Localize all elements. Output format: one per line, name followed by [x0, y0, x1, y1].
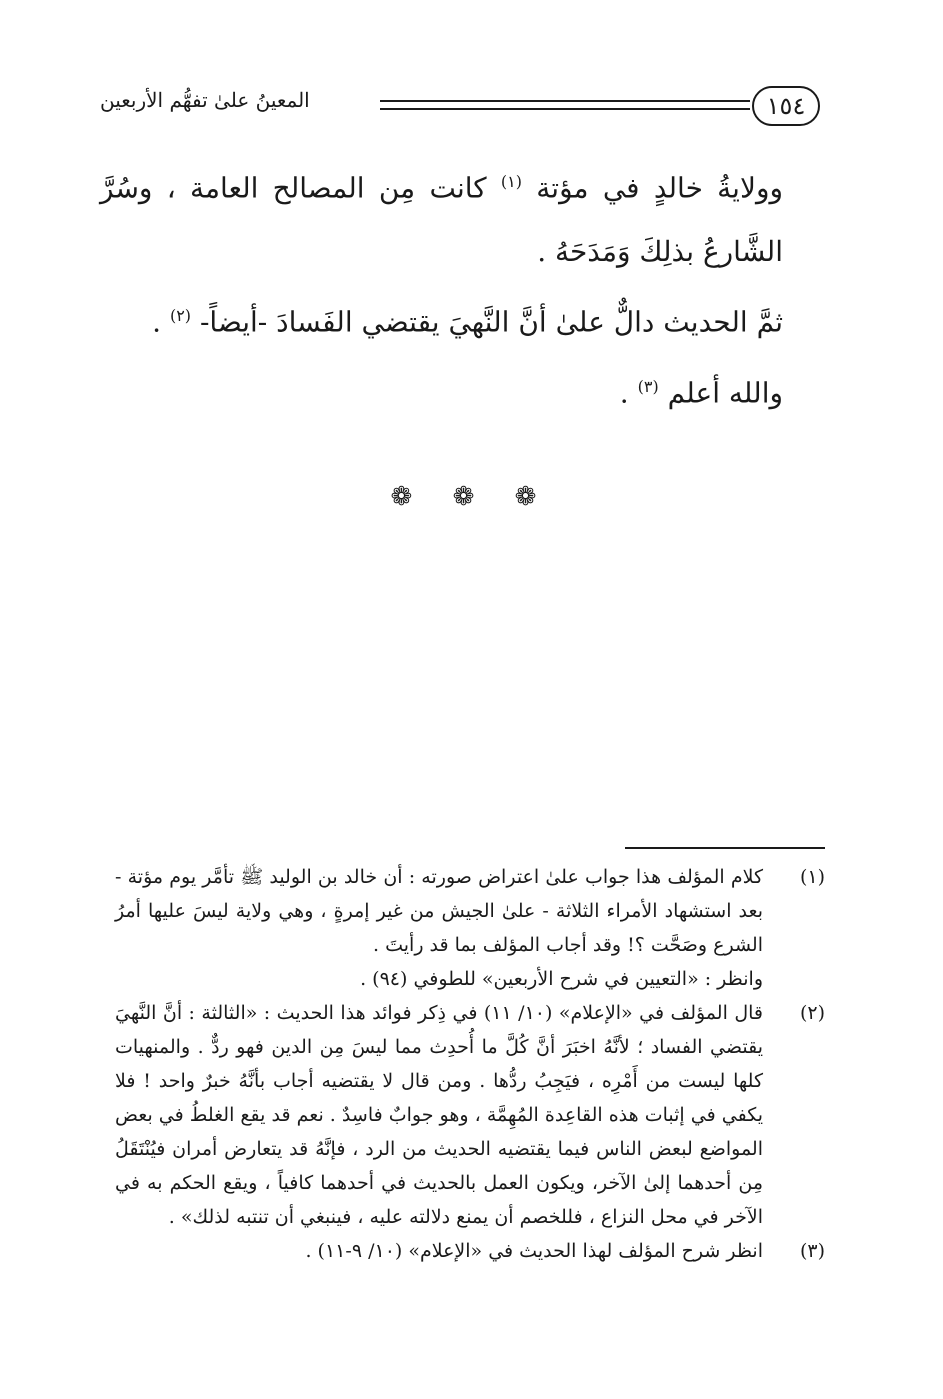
footnote-1	[115, 860, 825, 996]
paragraph-1	[100, 150, 783, 284]
main-text	[100, 150, 783, 425]
paragraph-1-start: وولايةُ خالدٍ في مؤتة	[536, 171, 783, 205]
paragraph-2	[100, 284, 783, 354]
footnote-3	[115, 1234, 825, 1268]
paragraph-2-start: ثمَّ الحديث دالٌّ علىٰ أنَّ النَّهيَ يقتضي الفَسادَ -أيضاً-	[199, 305, 783, 339]
header-rule	[380, 100, 750, 110]
section-separator: ❁ ❁ ❁	[390, 482, 553, 512]
footnote-2	[115, 996, 825, 1234]
footnote-number: (٢)	[799, 1002, 825, 1024]
paragraph-3-end: .	[619, 375, 629, 409]
page-header	[100, 80, 820, 130]
page-number: ١٥٤	[752, 86, 820, 126]
footnote-ref-2: (٢)	[169, 306, 192, 326]
paragraph-3-start: والله أعلم	[667, 375, 783, 409]
footnote-rule	[625, 847, 825, 849]
footnote-number: (٣)	[799, 1240, 825, 1262]
footnote-ref-1: (١)	[500, 172, 522, 191]
book-title: المعينُ علىٰ تفهُّم الأربعين	[100, 88, 310, 112]
footnote-text: وانظر : «التعيين في شرح الأربعين» للطوفي (٩٤) .	[360, 968, 763, 990]
paragraph-3	[100, 355, 783, 425]
footnote-text: انظر شرح المؤلف لهذا الحديث في «الإعلام» (١٠/ ٩-١١) .	[305, 1240, 763, 1262]
footnote-text: قال المؤلف في «الإعلام» (١٠/ ١١) في ذِكر فوائد هذا الحديث : «الثالثة : أنَّ النَّهيَ يقتضي الفساد ؛ لأنَّهُ اخبَرَ أنَّ كُلَّ ما أُحدِث مما ليسَ مِن الدين فهو ردٌّ . والمنهيات كلها ليست من أَمْرِه ، فيَجِبُ ردُّها . ومن قال لا يقتضيه أجاب بأنَّهُ خبرٌ واحد ! فلا يكفي في إثبات هذه القاعِدة المُهِمَّة ، وهو جوابٌ فاسِدٌ . نعم قد يقع الغلطُ في بعض المواضع لبعض الناس فيما يقتضيه الحديث من الرد ، فإنَّهُ قد يتعارض أمران فيُنْتَقَلُ مِن أحدهما إلىٰ الآخر، ويكون العمل بالحديث في أحدهما كافياً ، ويقع الحكم به في الآخر في محل النزاع ، فللخصم أن يمنع دلالته عليه ، فينبغي أن تنتبه لذلك» .	[115, 1002, 763, 1228]
footnote-number: (١)	[799, 866, 825, 888]
footnote-text: كلام المؤلف هذا جواب علىٰ اعتراض صورته : أن خالد بن الوليد ﷺ تأمَّر يوم مؤتة - بعد استشهاد الأمراء الثلاثة - علىٰ الجيش من غير إمرةٍ ، وهي ولاية ليسَ عليها أمرُ الشرع وصَحَّت ؟! وقد أجاب المؤلف بما قد رأيتَ .	[115, 866, 763, 956]
footnotes	[115, 860, 825, 1268]
footnote-ref-3: (٣)	[637, 376, 659, 396]
paragraph-2-end: .	[152, 305, 162, 339]
paragraph-1-end: كانت مِن المصالح العامة ، وسُرَّ الشَّارعُ بذلِكَ وَمَدَحَهُ .	[100, 171, 783, 269]
